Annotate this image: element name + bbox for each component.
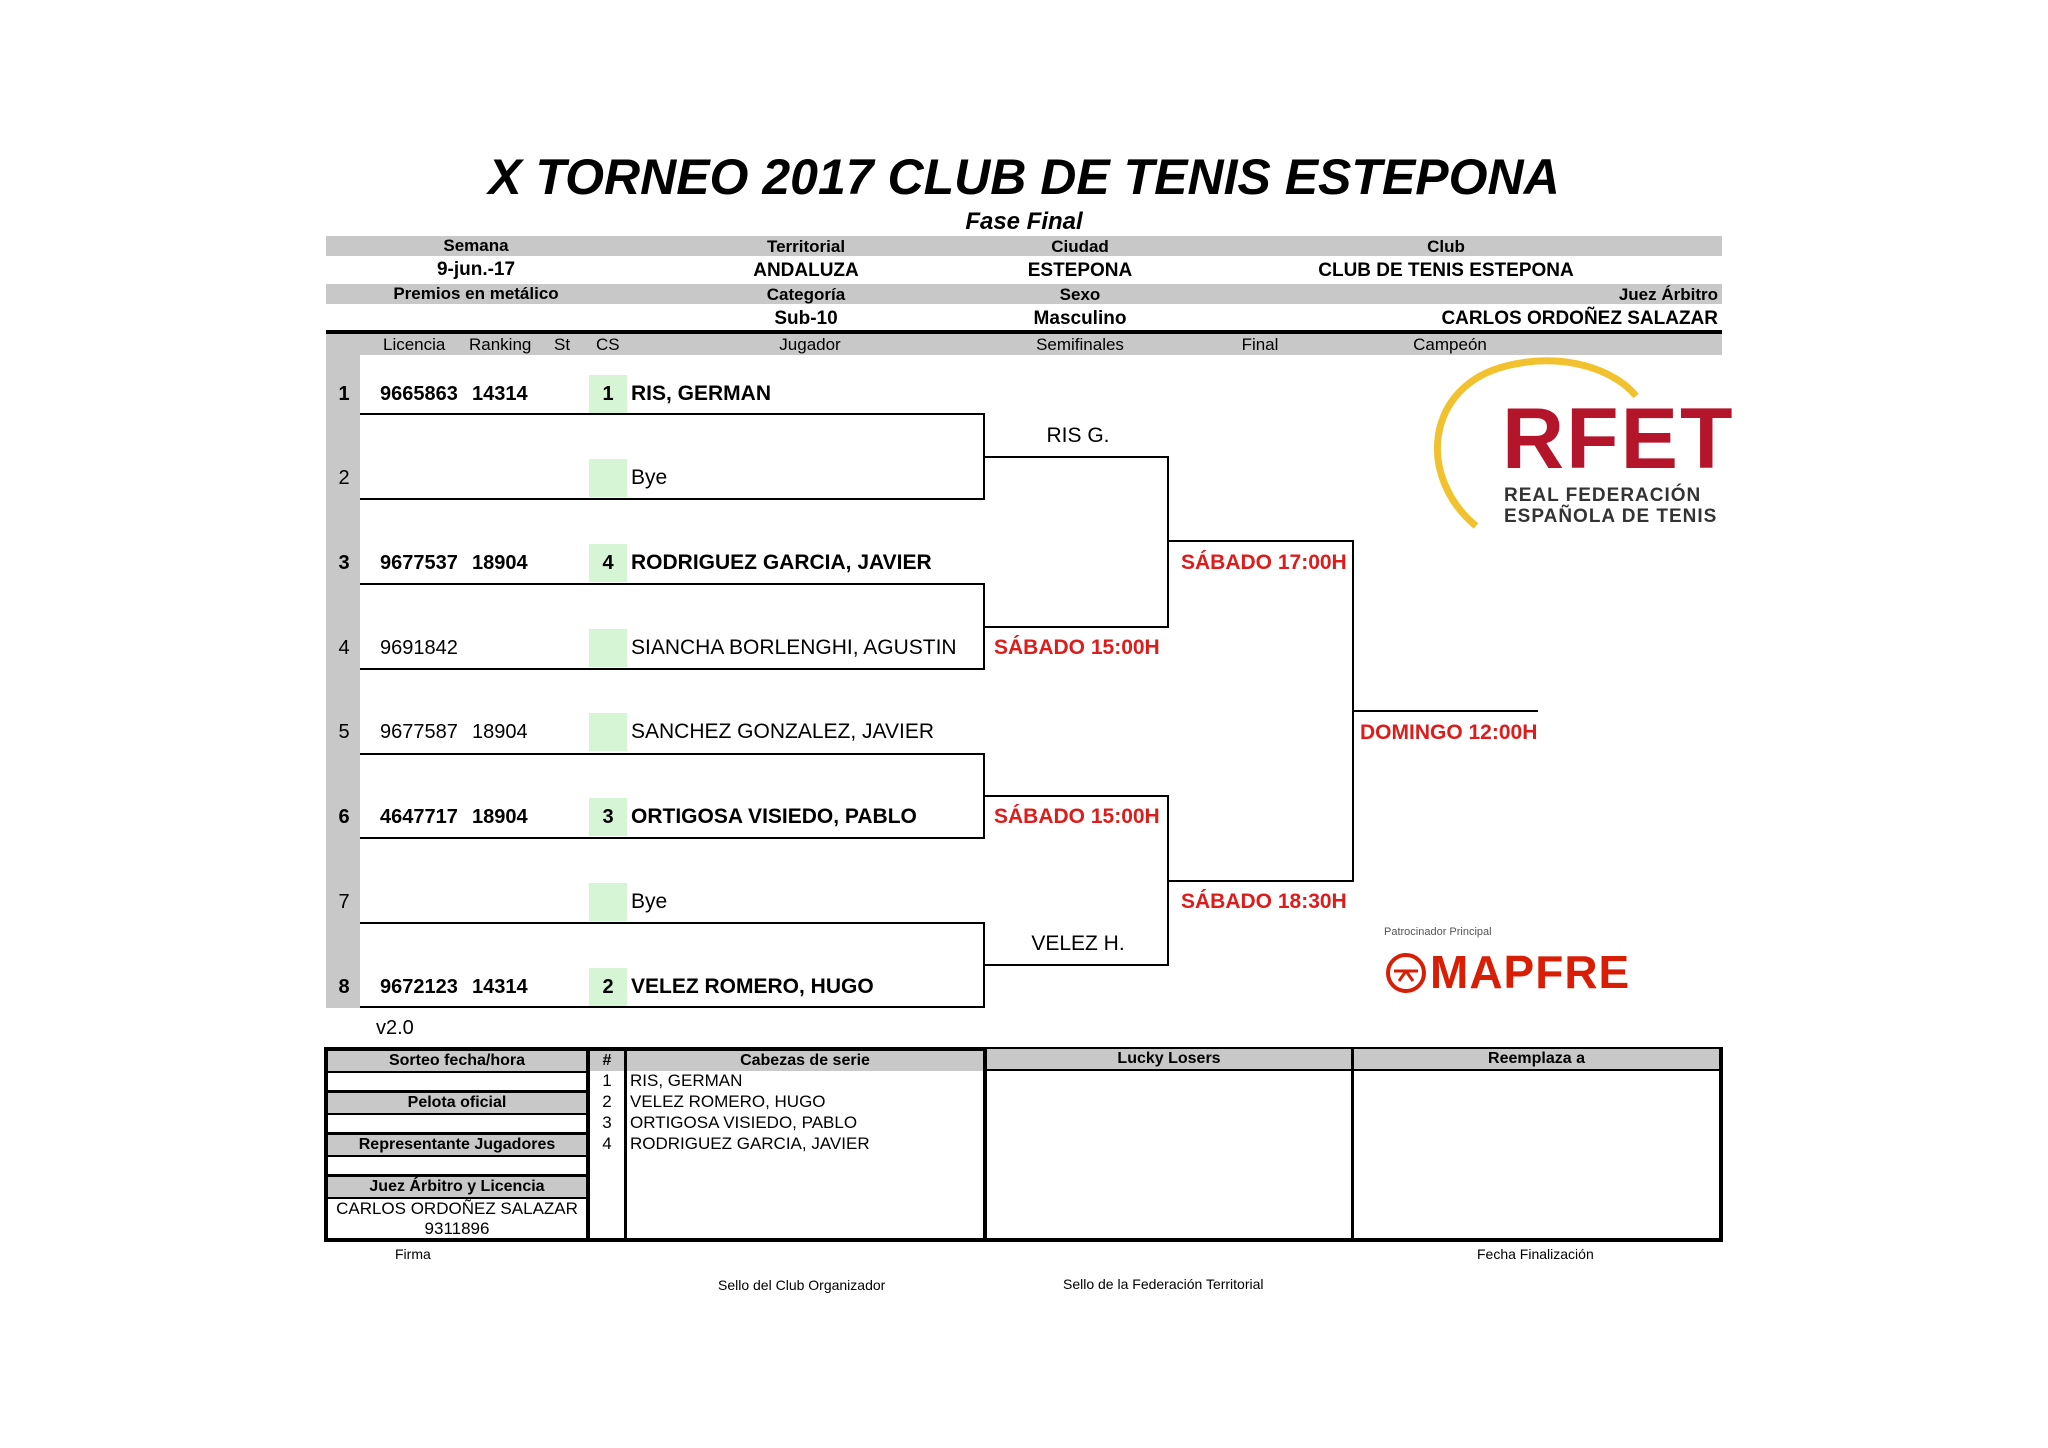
- seed-number: 4: [602, 1134, 612, 1153]
- bracket-line: [983, 795, 1169, 797]
- bracket-line: [360, 837, 985, 839]
- seed-number: 1: [602, 1071, 612, 1090]
- sf1-winner: RIS G.: [1046, 424, 1110, 447]
- seed-player-name: RIS, GERMAN: [630, 1071, 743, 1090]
- juez-licencia: 9311896: [424, 1219, 490, 1238]
- seed-number: 2: [602, 1092, 612, 1111]
- col-licencia: Licencia: [383, 335, 446, 354]
- bracket-line: [1167, 540, 1354, 542]
- draw-position-number: 2: [338, 467, 350, 489]
- player-name: VELEZ ROMERO, HUGO: [631, 975, 874, 998]
- seed-box: [589, 883, 627, 921]
- categoria-value: Sub-10: [774, 308, 838, 329]
- bracket-line: [983, 964, 1169, 966]
- player-licencia: 9677587: [380, 721, 458, 743]
- ciudad-value: ESTEPONA: [1027, 260, 1133, 281]
- player-name: RIS, GERMAN: [631, 382, 772, 405]
- seed-box: 4: [589, 544, 627, 582]
- player-name: Bye: [631, 890, 668, 913]
- champion-time: DOMINGO 12:00H: [1360, 721, 1538, 744]
- bracket-line: [360, 1006, 985, 1008]
- mapfre-wordmark: MAPFRE: [1430, 946, 1631, 998]
- col-semifinales: Semifinales: [1036, 335, 1124, 354]
- cabezas-label: Cabezas de serie: [627, 1051, 983, 1071]
- sexo-value: Masculino: [1033, 308, 1127, 329]
- page-subtitle: Fase Final: [965, 208, 1083, 235]
- player-ranking: 18904: [472, 806, 528, 828]
- seed-hash-label: #: [590, 1051, 624, 1071]
- draw-position-number: 5: [338, 721, 350, 743]
- reemplaza-label: Reemplaza a: [1354, 1049, 1719, 1069]
- bracket-line: [1167, 456, 1169, 628]
- pelota-label: Pelota oficial: [328, 1093, 586, 1113]
- representante-label: Representante Jugadores: [328, 1135, 586, 1155]
- semana-value: 9-jun.-17: [436, 259, 516, 280]
- mapfre-emblem-icon: [1384, 951, 1428, 995]
- bracket-line: [360, 753, 985, 755]
- player-name: SIANCHA BORLENGHI, AGUSTIN: [631, 636, 957, 659]
- draw-position-number: 6: [338, 806, 350, 828]
- bracket-line: [1352, 710, 1538, 712]
- lucky-losers-label: Lucky Losers: [987, 1049, 1351, 1069]
- bracket-line: [360, 583, 985, 585]
- player-ranking: 18904: [472, 552, 528, 574]
- footer-divider: [983, 1047, 987, 1242]
- final1-time: SÁBADO 17:00H: [1181, 551, 1347, 574]
- sponsor-label: Patrocinador Principal: [1384, 926, 1492, 938]
- seed-player-name: ORTIGOSA VISIEDO, PABLO: [630, 1113, 858, 1132]
- col-jugador: Jugador: [779, 335, 841, 354]
- player-ranking: 14314: [472, 976, 528, 998]
- player-name: ORTIGOSA VISIEDO, PABLO: [631, 805, 917, 828]
- bracket-line: [360, 413, 985, 415]
- draw-position-number: 4: [338, 637, 350, 659]
- seed-box: 2: [589, 968, 627, 1006]
- bracket-line: [360, 498, 985, 500]
- juez-name: CARLOS ORDOÑEZ SALAZAR: [336, 1199, 578, 1218]
- fecha-finalizacion-label: Fecha Finalización: [1477, 1246, 1594, 1262]
- territorial-value: ANDALUZA: [753, 260, 859, 281]
- seed-player-name: VELEZ ROMERO, HUGO: [630, 1092, 826, 1111]
- player-ranking: 18904: [472, 721, 528, 743]
- player-licencia: 9677537: [380, 552, 458, 574]
- firma-label: Firma: [395, 1246, 431, 1262]
- draw-position-number: 3: [338, 552, 350, 574]
- footer-divider: [328, 1155, 586, 1157]
- rfet-wordmark: RFET: [1502, 391, 1735, 487]
- bracket-line: [360, 922, 985, 924]
- sello-federacion-label: Sello de la Federación Territorial: [1063, 1276, 1264, 1292]
- col-ranking: Ranking: [469, 335, 532, 354]
- draw-position-number: 7: [338, 891, 350, 913]
- col-cs: CS: [596, 335, 620, 354]
- mapfre-logo: [1384, 948, 1714, 998]
- sf4-winner: VELEZ H.: [1031, 932, 1125, 955]
- juez-label: Juez Árbitro: [1618, 285, 1718, 304]
- footer-divider: [1351, 1047, 1354, 1242]
- club-value: CLUB DE TENIS ESTEPONA: [1318, 260, 1574, 281]
- player-name: RODRIGUEZ GARCIA, JAVIER: [631, 551, 932, 574]
- sello-club-label: Sello del Club Organizador: [718, 1277, 886, 1293]
- sorteo-label: Sorteo fecha/hora: [328, 1051, 586, 1071]
- player-licencia: 4647717: [380, 806, 458, 828]
- seed-box: [589, 629, 627, 667]
- juez-value: CARLOS ORDOÑEZ SALAZAR: [1441, 308, 1718, 329]
- premios-label: Premios en metálico: [393, 284, 559, 303]
- seed-box: 1: [589, 375, 627, 413]
- col-campeon: Campeón: [1413, 335, 1487, 354]
- ciudad-label: Ciudad: [1051, 237, 1109, 256]
- player-licencia: 9691842: [380, 637, 458, 659]
- sf3-time: SÁBADO 15:00H: [994, 805, 1160, 828]
- bracket-line: [983, 456, 1169, 458]
- col-st: St: [554, 335, 571, 354]
- rfet-logo: [1416, 356, 1736, 536]
- rfet-line1: REAL FEDERACIÓN: [1504, 485, 1702, 506]
- semana-label: Semana: [443, 236, 509, 255]
- categoria-label: Categoría: [766, 285, 846, 304]
- bracket-line: [360, 668, 985, 670]
- bracket-line: [1167, 880, 1354, 882]
- territorial-label: Territorial: [766, 237, 846, 256]
- player-name: Bye: [631, 466, 668, 489]
- draw-position-number: 1: [338, 383, 350, 405]
- footer-divider: [328, 1071, 586, 1073]
- rfet-line2: ESPAÑOLA DE TENIS: [1504, 506, 1718, 527]
- seed-box: [589, 713, 627, 751]
- bracket-line: [983, 626, 1169, 628]
- player-licencia: 9672123: [380, 976, 458, 998]
- player-ranking: 14314: [472, 383, 528, 405]
- version-label: v2.0: [376, 1017, 414, 1039]
- juez-licencia-label: Juez Árbitro y Licencia: [328, 1177, 586, 1197]
- seed-player-name: RODRIGUEZ GARCIA, JAVIER: [630, 1134, 870, 1153]
- club-label: Club: [1427, 237, 1465, 256]
- sexo-label: Sexo: [1059, 285, 1101, 304]
- footer-divider: [624, 1047, 627, 1242]
- final2-time: SÁBADO 18:30H: [1181, 890, 1347, 913]
- seed-number: 3: [602, 1113, 612, 1132]
- player-name: SANCHEZ GONZALEZ, JAVIER: [631, 720, 934, 743]
- page-title: X TORNEO 2017 CLUB DE TENIS ESTEPONA: [488, 149, 1560, 205]
- seed-box: 3: [589, 798, 627, 836]
- col-final: Final: [1241, 335, 1279, 354]
- seed-box: [589, 459, 627, 497]
- draw-position-number: 8: [338, 976, 350, 998]
- player-licencia: 9665863: [380, 383, 458, 405]
- footer-divider: [328, 1113, 586, 1115]
- sf2-time: SÁBADO 15:00H: [994, 636, 1160, 659]
